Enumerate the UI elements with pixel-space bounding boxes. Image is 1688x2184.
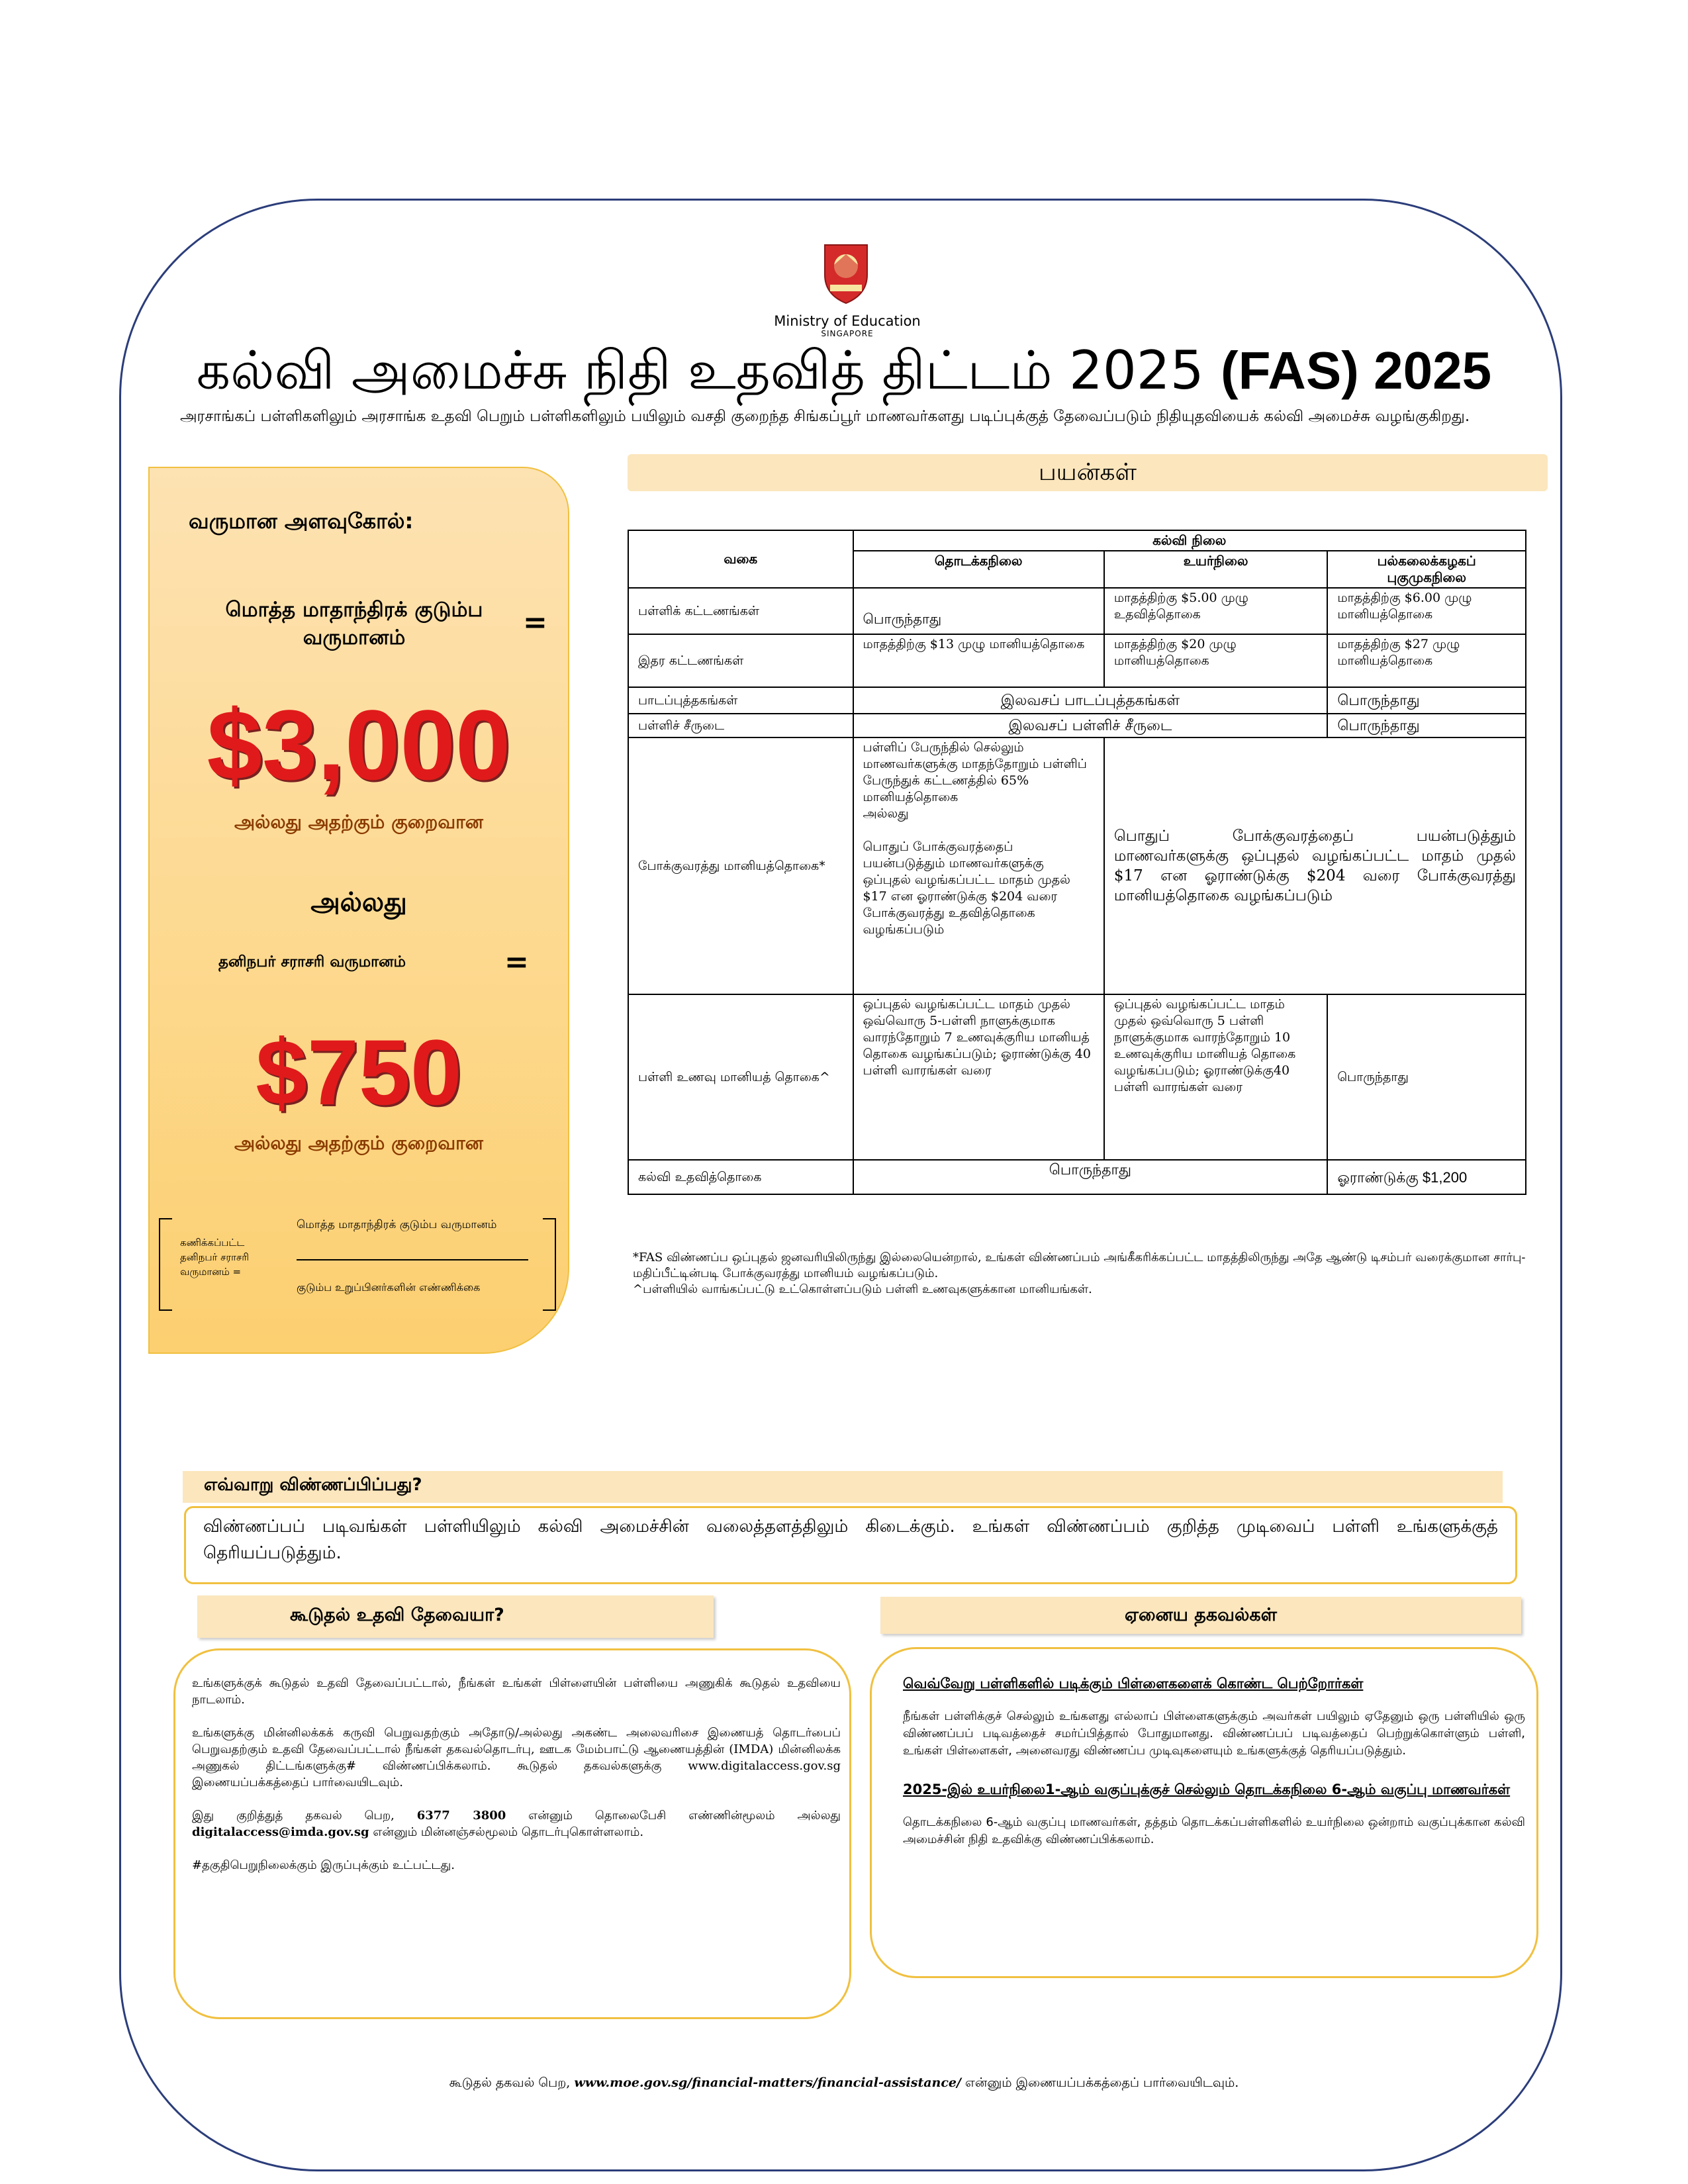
page-title bbox=[132, 341, 1556, 401]
formula-denominator: குடும்ப உறுப்பினர்களின் எண்ணிக்கை bbox=[297, 1281, 481, 1294]
table-row bbox=[628, 1160, 1526, 1194]
gross-income-value: $3,000 bbox=[207, 689, 511, 800]
row-label: கல்வி உதவித்தொகை bbox=[628, 1160, 853, 1194]
row-label: பாடப்புத்தகங்கள் bbox=[628, 687, 853, 714]
header-level: கல்வி நிலை bbox=[853, 530, 1526, 551]
ministry-country: SINGAPORE bbox=[821, 329, 874, 338]
how-to-apply-text: விண்ணப்பப் படிவங்கள் பள்ளியிலும் கல்வி அமைச்சின் வலைத்தளத்திலும் கிடைக்கும். உங்கள் விண்ணப்பம் குறித்த முடிவைப் பள்ளி உங்களுக்குத் தெரியப்படுத்தும். bbox=[184, 1506, 1517, 1584]
benefits-table bbox=[628, 530, 1526, 1195]
equals-sign-2: = bbox=[504, 945, 529, 979]
equals-sign: = bbox=[523, 606, 547, 640]
how-to-apply-heading: எவ்வாறு விண்ணப்பிப்பது? bbox=[204, 1475, 422, 1495]
row-label: இதர கட்டணங்கள் bbox=[628, 634, 853, 687]
cell-pre-university: ஓராண்டுக்கு $1,200 bbox=[1327, 1160, 1526, 1194]
cell-primary-secondary: பொருந்தாது bbox=[853, 1160, 1328, 1194]
per-capita-income-value: $750 bbox=[256, 1020, 462, 1124]
cell-pre-university: பொருந்தாது bbox=[1327, 994, 1526, 1160]
table-row bbox=[628, 737, 1526, 994]
formula-bracket-left bbox=[159, 1218, 172, 1311]
per-capita-income-label: தனிநபர் சராசரி வருமானம் bbox=[218, 953, 406, 971]
help-email[interactable]: digitalaccess@imda.gov.sg bbox=[192, 1825, 369, 1839]
cell-pre-university: பொருந்தாது bbox=[1327, 687, 1526, 714]
header-type: வகை bbox=[628, 530, 853, 588]
or-less-text: அல்லது அதற்கும் குறைவான bbox=[234, 811, 483, 833]
or-less-text-2: அல்லது அதற்கும் குறைவான bbox=[234, 1132, 483, 1154]
formula-numerator: மொத்த மாதாந்திரக் குடும்ப வருமானம் bbox=[297, 1218, 497, 1231]
cell-primary: பொருந்தாது bbox=[853, 588, 1104, 634]
more-help-heading-bar bbox=[197, 1595, 714, 1638]
formula-divider bbox=[297, 1259, 528, 1260]
footer-url-link[interactable]: www.moe.gov.sg/financial-matters/financial-assistance/ bbox=[574, 2075, 961, 2090]
transport-or: அல்லது bbox=[863, 806, 909, 821]
formula-bracket-right bbox=[543, 1218, 556, 1311]
title-tamil: கல்வி அமைச்சு நிதி உதவித் திட்டம் 2025 bbox=[196, 340, 1204, 401]
benefits-heading: பயன்கள் bbox=[628, 454, 1548, 491]
row-label: பள்ளி உணவு மானியத் தொகை^ bbox=[628, 994, 853, 1160]
table-row bbox=[628, 714, 1526, 737]
note-transport: *FAS விண்ணப்ப ஒப்புதல் ஜனவரியிலிருந்து இல்லையென்றால், உங்கள் விண்ணப்பம் அங்கீகரிக்கப்பட்ட மாதத்திலிருந்து அதே ஆண்டு டிசம்பர் வரைக்குமான சார்பு-மதிப்பீட்டின்படி போக்குவரத்து மானியம் வழங்கப்படும். bbox=[633, 1251, 1526, 1280]
cell-secondary-pre-university: பொதுப் போக்குவரத்தைப் பயன்படுத்தும் மாணவர்களுக்கு ஒப்புதல் வழங்கப்பட்ட மாதம் முதல் $17 என ஓராண்டுக்கு $204 வரை போக்குவரத்து மானியத்தொகை வழங்கப்படும் bbox=[1104, 737, 1526, 994]
help-contact-suffix: என்னும் மின்னஞ்சல்மூலம் தொடர்புகொள்ளலாம். bbox=[369, 1825, 644, 1839]
or-text: அல்லது bbox=[310, 887, 407, 918]
cell-pre-university: பொருந்தாது bbox=[1327, 714, 1526, 737]
table-row bbox=[628, 588, 1526, 634]
cell-primary bbox=[853, 737, 1104, 994]
row-label: பள்ளிச் சீருடை bbox=[628, 714, 853, 737]
other-info-heading: ஏனைய தகவல்கள் bbox=[1124, 1605, 1278, 1625]
footer-prefix: கூடுதல் தகவல் பெற, bbox=[449, 2075, 575, 2090]
transport-school-bus: பள்ளிப் பேருந்தில் செல்லும் மாணவர்களுக்கு மாதந்தோறும் பள்ளிப் பேருந்துக் கட்டணத்தில் 65% மானியத்தொகை bbox=[863, 740, 1087, 804]
ministry-name: Ministry of Education bbox=[774, 313, 921, 329]
header-primary: தொடக்கநிலை bbox=[853, 551, 1104, 588]
moe-crest-icon bbox=[818, 238, 874, 305]
title-fas: (FAS) 2025 bbox=[1221, 341, 1492, 400]
help-contact-prefix: இது குறித்துத் தகவல் பெற, bbox=[192, 1809, 417, 1823]
help-paragraph-3 bbox=[192, 1807, 841, 1840]
gross-income-label: மொத்த மாதாந்திரக் குடும்ப வருமானம் bbox=[225, 598, 483, 649]
header-pre-university: பல்கலைக்கழகப் புகுமுகநிலை bbox=[1327, 551, 1526, 588]
transport-public: பொதுப் போக்குவரத்தைப் பயன்படுத்தும் மாணவர்களுக்கு ஒப்புதல் வழங்கப்பட்ட மாதம் முதல் $17 என ஓராண்டுக்கு $204 வரை போக்குவரத்து உதவித்தொகை வழங்கப்படும் bbox=[863, 839, 1070, 937]
income-heading: வருமான அளவுகோல்: bbox=[189, 508, 414, 534]
cell-secondary: ஒப்புதல் வழங்கப்பட்ட மாதம் முதல் ஒவ்வொரு 5 பள்ளி நாளுக்குமாக வாரந்தோறும் 10 உணவுக்குரிய மானியத் தொகை வழங்கப்படும்; ஓராண்டுக்கு40 பள்ளி வாரங்கள் வரை bbox=[1104, 994, 1327, 1160]
help-contact-mid: என்னும் தொலைபேசி எண்ணின்மூலம் அல்லது bbox=[506, 1809, 841, 1823]
cell-primary: மாதத்திற்கு $13 முழு மானியத்தொகை bbox=[853, 634, 1104, 687]
more-help-text bbox=[192, 1675, 841, 1890]
help-footnote: #தகுதிபெறுநிலைக்கும் இருப்புக்கும் உட்பட்டது. bbox=[192, 1858, 455, 1872]
intro-text: அரசாங்கப் பள்ளிகளிலும் அரசாங்க உதவி பெறும் பள்ளிகளிலும் பயிலும் வசதி குறைந்த சிங்கப்பூர் மாணவர்களது படிப்புக்குத் தேவைப்படும் நிதியுதவியைக் கல்வி அமைச்சு வழங்குகிறது. bbox=[180, 408, 1470, 425]
table-notes bbox=[633, 1250, 1533, 1298]
table-row bbox=[628, 634, 1526, 687]
cell-secondary: மாதத்திற்கு $5.00 முழு உதவித்தொகை bbox=[1104, 588, 1327, 634]
row-label: பள்ளிக் கட்டணங்கள் bbox=[628, 588, 853, 634]
note-meals: ^பள்ளியில் வாங்கப்பட்டு உட்கொள்ளப்படும் பள்ளி உணவுகளுக்கான மானியங்கள். bbox=[633, 1282, 1092, 1296]
cell-primary-secondary: இலவசப் பாடப்புத்தகங்கள் bbox=[853, 687, 1328, 714]
cell-pre-university: மாதத்திற்கு $27 முழு மானியத்தொகை bbox=[1327, 634, 1526, 687]
footer-suffix: என்னும் இணையப்பக்கத்தைப் பார்வையிடவும். bbox=[961, 2075, 1239, 2090]
other-paragraph-2: தொடக்கநிலை 6-ஆம் வகுப்பு மாணவர்கள், தத்தம் தொடக்கப்பள்ளிகளில் உயர்நிலை ஒன்றாம் வகுப்புக்கான கல்வி அமைச்சின் நிதி உதவிக்கு விண்ணப்பிக்கலாம். bbox=[903, 1815, 1525, 1846]
table-row bbox=[628, 994, 1526, 1160]
how-to-apply-heading-bar bbox=[183, 1471, 1503, 1503]
cell-primary-secondary: இலவசப் பள்ளிச் சீருடை bbox=[853, 714, 1328, 737]
cell-pre-university: மாதத்திற்கு $6.00 முழு மானியத்தொகை bbox=[1327, 588, 1526, 634]
table-row bbox=[628, 687, 1526, 714]
formula-left: கணிக்கப்பட்ட தனிநபர் சராசரி வருமானம் = bbox=[180, 1237, 250, 1278]
other-subheading-2: 2025-இல் உயர்நிலை1-ஆம் வகுப்புக்குச் செல்லும் தொடக்கநிலை 6-ஆம் வகுப்பு மாணவர்கள் bbox=[903, 1781, 1511, 1797]
row-label: போக்குவரத்து மானியத்தொகை* bbox=[628, 737, 853, 994]
table-header-row bbox=[628, 530, 1526, 551]
help-phone[interactable]: 6377 3800 bbox=[416, 1809, 506, 1823]
cell-secondary: மாதத்திற்கு $20 முழு மானியத்தொகை bbox=[1104, 634, 1327, 687]
other-paragraph-1: நீங்கள் பள்ளிக்குச் செல்லும் உங்களது எல்லாப் பிள்ளைகளுக்கும் அவர்கள் பயிலும் ஏதேனும் ஒரு பள்ளியில் ஒரு விண்ணப்பப் படிவத்தைச் சமர்ப்பித்தால் போதுமானது. விண்ணப்பப் படிவத்தைப் பெற்றுக்கொள்ளும் பள்ளி, உங்கள் பிள்ளைகள், அனைவரது விண்ணப்ப முடிவுகளையும் உங்களுக்குத் தெரியப்படுத்தும். bbox=[903, 1709, 1525, 1758]
help-paragraph-2: உங்களுக்கு மின்னிலக்கக் கருவி பெறுவதற்கும் அதோடு/அல்லது அகண்ட அலைவரிசை இணையத் தொடர்பைப் பெறுவதற்கும் உதவி தேவைப்பட்டால் நீங்கள் தகவல்தொடர்பு, ஊடக மேம்பாட்டு ஆணையத்தின் (IMDA) மின்னிலக்க அணுகல் திட்டங்களுக்கு# விண்ணப்பிக்கலாம். கூடுதல் தகவல்களுக்கு www.digitalaccess.gov.sg இணையப்பக்கத்தைப் பார்வையிடவும். bbox=[192, 1726, 841, 1789]
other-info-heading-bar bbox=[880, 1597, 1521, 1634]
other-info-text bbox=[903, 1674, 1525, 1868]
more-help-heading: கூடுதல் உதவி தேவையா? bbox=[290, 1605, 504, 1625]
cell-primary: ஒப்புதல் வழங்கப்பட்ட மாதம் முதல் ஒவ்வொரு 5-பள்ளி நாளுக்குமாக வாரந்தோறும் 7 உணவுக்குரிய மானியத் தொகை வழங்கப்படும்; ஓராண்டுக்கு 40 பள்ளி வாரங்கள் வரை bbox=[853, 994, 1104, 1160]
footer bbox=[132, 2075, 1556, 2092]
other-subheading-1: வெவ்வேறு பள்ளிகளில் படிக்கும் பிள்ளைகளைக் கொண்ட பெற்றோர்கள் bbox=[903, 1676, 1364, 1691]
header-secondary: உயர்நிலை bbox=[1104, 551, 1327, 588]
help-paragraph-1: உங்களுக்குக் கூடுதல் உதவி தேவைப்பட்டால், நீங்கள் உங்கள் பிள்ளையின் பள்ளியை அணுகிக் கூடுதல் உதவியை நாடலாம். bbox=[192, 1676, 841, 1707]
